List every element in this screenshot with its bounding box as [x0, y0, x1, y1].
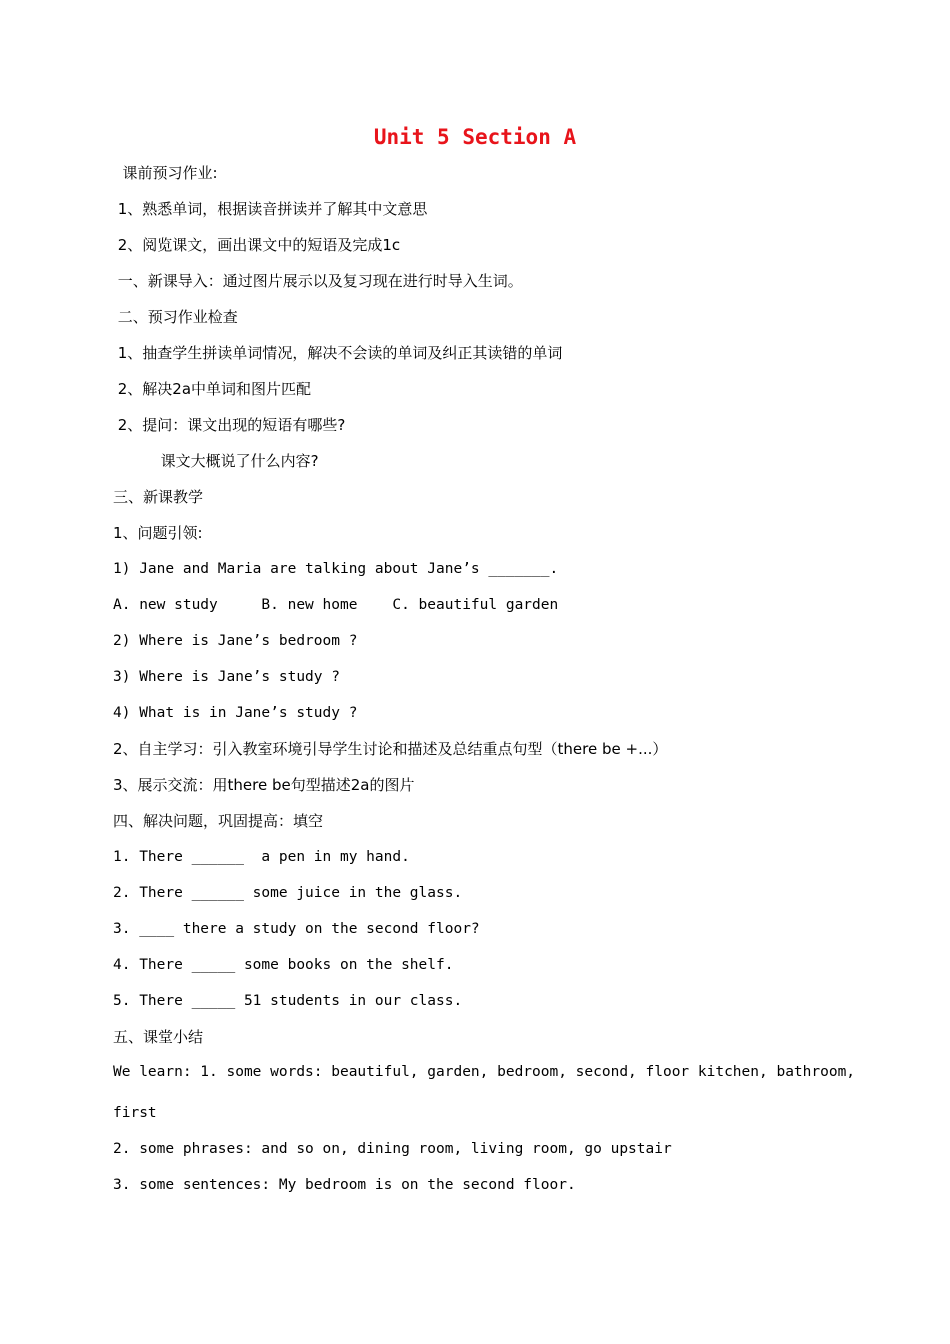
text-line: 课前预习作业:: [113, 164, 218, 182]
text-line: 1、问题引领:: [113, 524, 203, 542]
section-heading: 五、课堂小结: [113, 1028, 204, 1046]
text-line: 1、熟悉单词，根据读音拼读并了解其中文意思: [113, 200, 428, 218]
exercise-line: 1. There ______ a pen in my hand.: [113, 849, 410, 865]
exercise-line: 5. There _____ 51 students in our class.: [113, 993, 463, 1009]
question-line: 4) What is in Jane’s study ?: [113, 705, 358, 721]
summary-line: 3. some sentences: My bedroom is on the second floor.: [113, 1177, 576, 1193]
section-heading: 三、新课教学: [113, 488, 204, 506]
summary-line: first: [113, 1105, 157, 1121]
summary-line: We learn: 1. some words: beautiful, garden, bedroom, second, floor kitchen, bathroom,: [113, 1064, 856, 1080]
answer-options: A. new study B. new home C. beautiful garden: [113, 597, 559, 613]
text-line: 3、展示交流：用there be句型描述2a的图片: [113, 776, 415, 794]
text-line: 二、预习作业检查: [113, 308, 238, 326]
text-line: 2、提问：课文出现的短语有哪些?: [113, 416, 346, 434]
question-line: 1) Jane and Maria are talking about Jane’s _______.: [113, 561, 559, 577]
exercise-line: 4. There _____ some books on the shelf.: [113, 957, 454, 973]
text-line: 2、阅览课文，画出课文中的短语及完成1c: [113, 236, 401, 254]
exercise-line: 2. There ______ some juice in the glass.: [113, 885, 463, 901]
text-line: 2、自主学习：引入教室环境引导学生讨论和描述及总结重点句型（there be +...）: [113, 740, 668, 758]
text-line: 2、解决2a中单词和图片匹配: [113, 380, 312, 398]
document-title: Unit 5 Section A: [373, 125, 577, 149]
question-line: 3) Where is Jane’s study ?: [113, 669, 340, 685]
text-line: 1、抽查学生拼读单词情况，解决不会读的单词及纠正其读错的单词: [113, 344, 563, 362]
section-heading: 四、解决问题，巩固提高：填空: [113, 812, 324, 830]
text-line: 一、新课导入：通过图片展示以及复习现在进行时导入生词。: [113, 272, 523, 290]
exercise-line: 3. ____ there a study on the second floor?: [113, 921, 480, 937]
summary-line: 2. some phrases: and so on, dining room, living room, go upstair: [113, 1141, 672, 1157]
text-line: 课文大概说了什么内容?: [113, 452, 319, 470]
question-line: 2) Where is Jane’s bedroom ?: [113, 633, 358, 649]
